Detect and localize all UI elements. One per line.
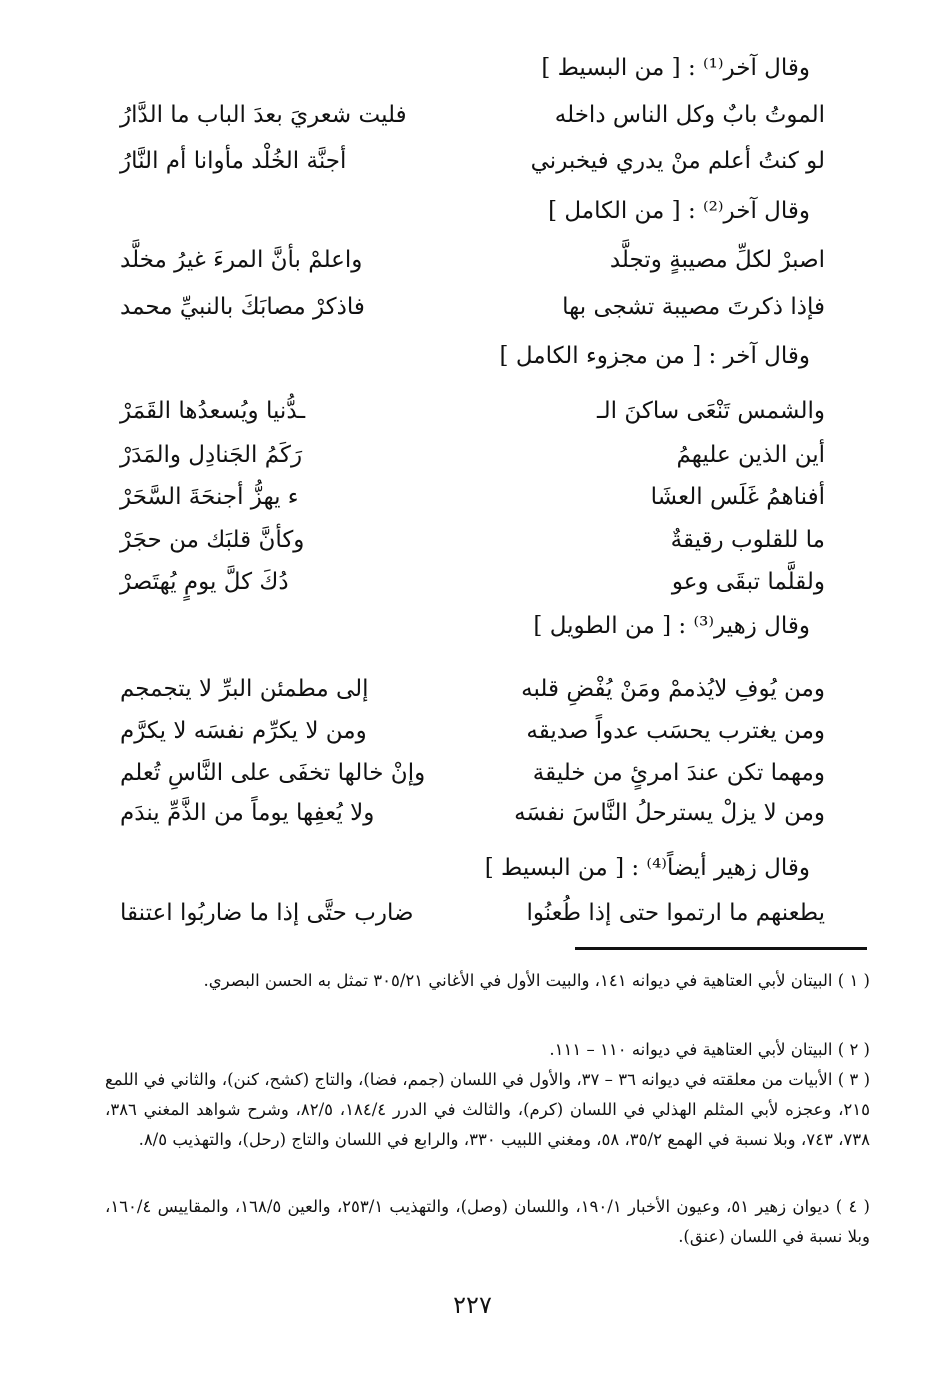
- verse-hemistich-left: ضارب حتَّى إذا ما ضاربُوا اعتنقا: [120, 900, 414, 926]
- verse-hemistich-right: الموتُ بابٌ وكل الناس داخله: [554, 102, 825, 128]
- poem-intro: وقال زهير أيضاً⁽⁴⁾ : [ من البسيط ]: [484, 855, 810, 881]
- verse-hemistich-right: فإذا ذكرتَ مصيبة تشجى بها: [562, 294, 825, 320]
- verse-hemistich-right: ومن يُوفِ لايُذممْ ومَنْ يُفْضِ قلبه: [521, 676, 825, 702]
- footnote-text: الأبيات من معلقته في ديوانه ٣٦ – ٣٧، والأول في اللسان (جمم، فضا)، والتاج (كشح، كنن)، والثاني في اللمع ٢١٥، وعجزه لأبي المثلم الهذلي في اللسان (كرم)، والثالث في الدرر ١٨٤/٤، ٨٢/٥، وشرح شواهد المغني ٣٨٦، ٧٣٨، ٧٤٣، وبلا نسبة في الهمع ٣٥/٢، ٥٨، ومغني اللبيب ٣٣٠، والرابع في اللسان والتاج (رحل)، والتهذيب ٨/٥.: [105, 1070, 870, 1149]
- verse-hemistich-left: فاذكرْ مصابَكَ بالنبيِّ محمد: [120, 294, 365, 320]
- footnote: [105, 1192, 870, 1252]
- verse-hemistich-right: أين الذين عليهمُ: [676, 442, 825, 468]
- footnote-divider: [575, 947, 867, 950]
- verse-hemistich-right: ومن يغترب يحسَب عدواً صديقه: [526, 718, 825, 744]
- footnote: [105, 966, 870, 996]
- poem-intro: وقال آخر⁽²⁾ : [ من الكامل ]: [548, 198, 810, 224]
- verse-hemistich-right: ومهما تكن عندَ امرئٍ من خليقة: [532, 760, 825, 786]
- footnote-number: ( ٤ ): [835, 1197, 870, 1216]
- footnote-text: البيتان لأبي العتاهية في ديوانه ١٤١، والبيت الأول في الأغاني ٣٠٥/٢١ تمثل به الحسن البصري.: [203, 971, 833, 990]
- verse-hemistich-right: والشمس تَنْعَى ساكنَ الـ: [596, 398, 825, 424]
- verse-hemistich-right: لو كنتُ أعلم منْ يدري فيخبرني: [530, 148, 825, 174]
- verse-hemistich-left: أجنَّة الخُلْد مأوانا أم النَّارُ: [120, 148, 347, 174]
- verse-hemistich-left: رَكَمُ الجَنادِل والمَدَرْ: [120, 442, 303, 468]
- page-number: ٢٢٧: [453, 1291, 492, 1319]
- verse-hemistich-right: ومن لا يزلْ يسترحلُ النَّاسَ نفسَه: [514, 800, 825, 826]
- verse-hemistich-right: يطعنهم ما ارتموا حتى إذا طُعنُوا: [526, 900, 825, 926]
- verse-hemistich-right: ما للقلوب رقيقةٌ: [670, 527, 825, 553]
- footnote-number: ( ٣ ): [837, 1070, 871, 1089]
- verse-hemistich-left: ولا يُعفِها يوماً من الذَّمِّ يندَم: [120, 800, 375, 826]
- verse-hemistich-left: ء يهزُّ أجنحَةَ السَّحَرْ: [120, 484, 299, 510]
- verse-hemistich-left: دُكَ كلَّ يومٍ يُهتَصرْ: [120, 569, 289, 595]
- poem-intro: وقال زهير⁽³⁾ : [ من الطويل ]: [533, 613, 810, 639]
- footnote-text: ديوان زهير ٥١، وعيون الأخبار ١٩٠/١، واللسان (وصل)، والتهذيب ٢٥٣/١، والعين ١٦٨/٥، والمقاييس ١٦٠/٤، وبلا نسبة في اللسان (عنق).: [105, 1197, 870, 1246]
- verse-hemistich-left: فليت شعريَ بعدَ الباب ما الدَّارُ: [120, 102, 407, 128]
- verse-hemistich-left: ـدُّنيا ويُسعدُها القَمَرْ: [120, 398, 306, 424]
- verse-hemistich-left: ومن لا يكرِّم نفسَه لا يكرَّم: [120, 718, 367, 744]
- footnote: [105, 1065, 870, 1155]
- poem-intro: وقال آخر⁽¹⁾ : [ من البسيط ]: [541, 55, 810, 81]
- verse-hemistich-left: وكأنَّ قلبَك من حجَرْ: [120, 527, 305, 553]
- footnote-number: ( ٢ ): [837, 1040, 870, 1059]
- verse-hemistich-left: إلى مطمئن البرِّ لا يتجمجم: [120, 676, 369, 702]
- footnote-number: ( ١ ): [837, 971, 870, 990]
- footnote: [105, 1035, 870, 1065]
- verse-hemistich-right: ولقلَّما تبقَى وعو: [671, 569, 825, 595]
- verse-hemistich-left: واعلمْ بأنَّ المرءَ غيرُ مخلَّد: [120, 247, 363, 273]
- footnote-text: البيتان لأبي العتاهية في ديوانه ١١٠ – ١١١.: [549, 1040, 833, 1059]
- poem-intro: وقال آخر : [ من مجزوء الكامل ]: [499, 343, 810, 369]
- verse-hemistich-right: أفناهمُ غَلَس العشَا: [650, 484, 825, 510]
- verse-hemistich-right: اصبرْ لكلِّ مصيبةٍ وتجلَّد: [609, 247, 825, 273]
- verse-hemistich-left: وإنْ خالها تخفَى على النَّاسِ تُعلم: [120, 760, 426, 786]
